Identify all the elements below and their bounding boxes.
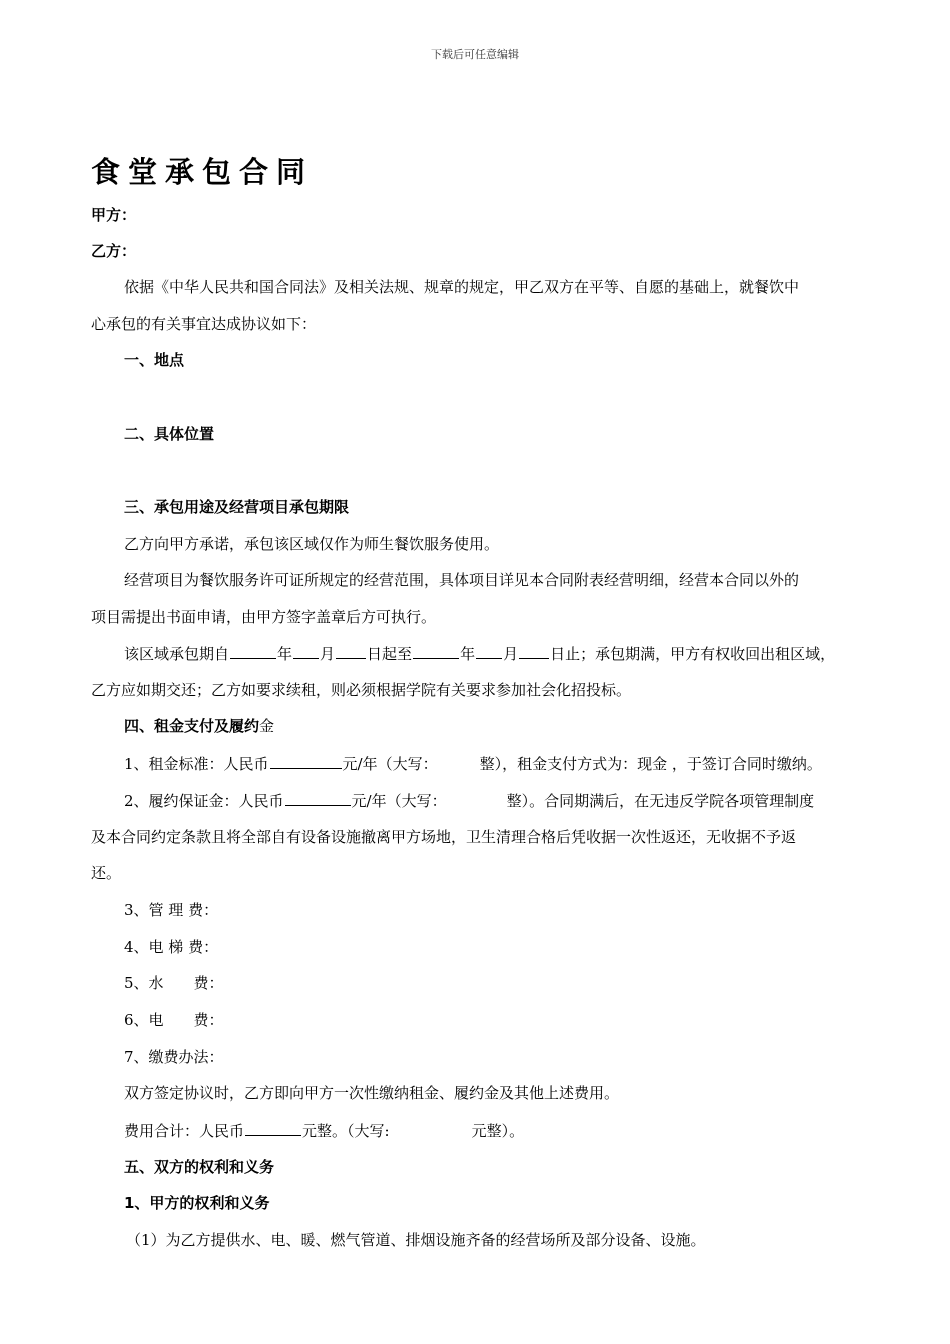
deposit-amount-blank[interactable] xyxy=(285,790,351,806)
section-4-heading xyxy=(124,716,274,736)
lease-term-text: 日止；承包期满，甲方有权收回出租区域， xyxy=(550,645,836,663)
intro-line-2: 心承包的有关事宜达成协议如下： xyxy=(91,315,317,333)
lease-term-text: 年 xyxy=(277,645,293,663)
lease-term-text: 年 xyxy=(460,645,476,663)
section-5-subheading-1: 1、甲方的权利和义务 xyxy=(124,1194,270,1212)
total-fees-line xyxy=(124,1120,524,1141)
total-text: 元整。（大写: xyxy=(302,1122,390,1140)
header-note: 下载后可任意编辑 xyxy=(431,48,519,61)
party-a-label: 甲方： xyxy=(91,206,137,224)
party-b-label: 乙方： xyxy=(91,242,137,260)
section-4-heading-text: 四、租金支付及履约 xyxy=(124,717,260,735)
fee-elevator: 4、电 梯 费： xyxy=(124,938,219,956)
deposit-line-3: 还。 xyxy=(91,864,122,882)
section-3-heading: 三、承包用途及经营项目承包期限 xyxy=(124,498,350,516)
rent-text: 元/年（大写： xyxy=(342,755,438,773)
lease-term-line-2: 乙方应如期交还；乙方如要求续租，则必须根据学院有关要求参加社会化招投标。 xyxy=(91,681,632,699)
section-3-paragraph-1: 乙方向甲方承诺，承包该区域仅作为师生餐饮服务使用。 xyxy=(124,535,500,553)
fee-payment-method: 7、缴费办法： xyxy=(124,1048,224,1066)
lease-term-text: 日起至 xyxy=(367,645,413,663)
start-month-blank[interactable] xyxy=(293,643,319,659)
rent-standard-line xyxy=(124,753,822,774)
end-month-blank[interactable] xyxy=(476,643,502,659)
total-text: 元整）。 xyxy=(471,1122,525,1140)
end-day-blank[interactable] xyxy=(519,643,549,659)
lease-term-text: 该区域承包期自 xyxy=(124,645,230,663)
section-3-paragraph-2-line-2: 项目需提出书面申请，由甲方签字盖章后方可执行。 xyxy=(91,608,437,626)
document-title: 食堂承包合同 xyxy=(91,155,314,189)
total-amount-blank[interactable] xyxy=(245,1120,301,1136)
deposit-text: 2、履约保证金：人民币 xyxy=(124,792,284,810)
fee-management: 3、管 理 费： xyxy=(124,901,219,919)
rent-text: 整），租金支付方式为：现金 ，于签订合同时缴纳。 xyxy=(479,755,822,773)
rent-text: 1、租金标准：人民币 xyxy=(124,755,269,773)
lease-term-line xyxy=(124,643,835,664)
fee-water: 5、水 费： xyxy=(124,974,224,992)
deposit-line xyxy=(124,790,814,811)
section-4-heading-tail: 金 xyxy=(259,717,275,735)
end-year-blank[interactable] xyxy=(413,643,459,659)
start-year-blank[interactable] xyxy=(230,643,276,659)
section-3-paragraph-2-line-1: 经营项目为餐饮服务许可证所规定的经营范围，具体项目详见本合同附表经营明细，经营本合同以外的 xyxy=(124,571,800,589)
deposit-text: 整）。合同期满后，在无违反学院各项管理制度 xyxy=(506,792,815,810)
total-text: 费用合计：人民币 xyxy=(124,1122,245,1140)
deposit-text: 元/年（大写： xyxy=(351,792,447,810)
payment-note: 双方签定协议时，乙方即向甲方一次性缴纳租金、履约金及其他上述费用。 xyxy=(124,1084,620,1102)
lease-term-text: 月 xyxy=(503,645,519,663)
section-2-heading: 二、具体位置 xyxy=(124,425,215,443)
fee-electricity: 6、电 费： xyxy=(124,1011,224,1029)
section-5-heading: 五、双方的权利和义务 xyxy=(124,1158,275,1176)
start-day-blank[interactable] xyxy=(336,643,366,659)
intro-line-1: 依据《中华人民共和国合同法》及相关法规、规章的规定，甲乙双方在平等、自愿的基础上，就餐饮中 xyxy=(124,278,800,296)
rent-amount-blank[interactable] xyxy=(270,753,342,769)
deposit-line-2: 及本合同约定条款且将全部自有设备设施撤离甲方场地，卫生清理合格后凭收据一次性返还，无收据不予返 xyxy=(91,828,797,846)
lease-term-text: 月 xyxy=(320,645,336,663)
section-5-item-1: （1）为乙方提供水、电、暖、燃气管道、排烟设施齐备的经营场所及部分设备、设施。 xyxy=(126,1231,706,1249)
section-1-heading: 一、地点 xyxy=(124,351,185,369)
